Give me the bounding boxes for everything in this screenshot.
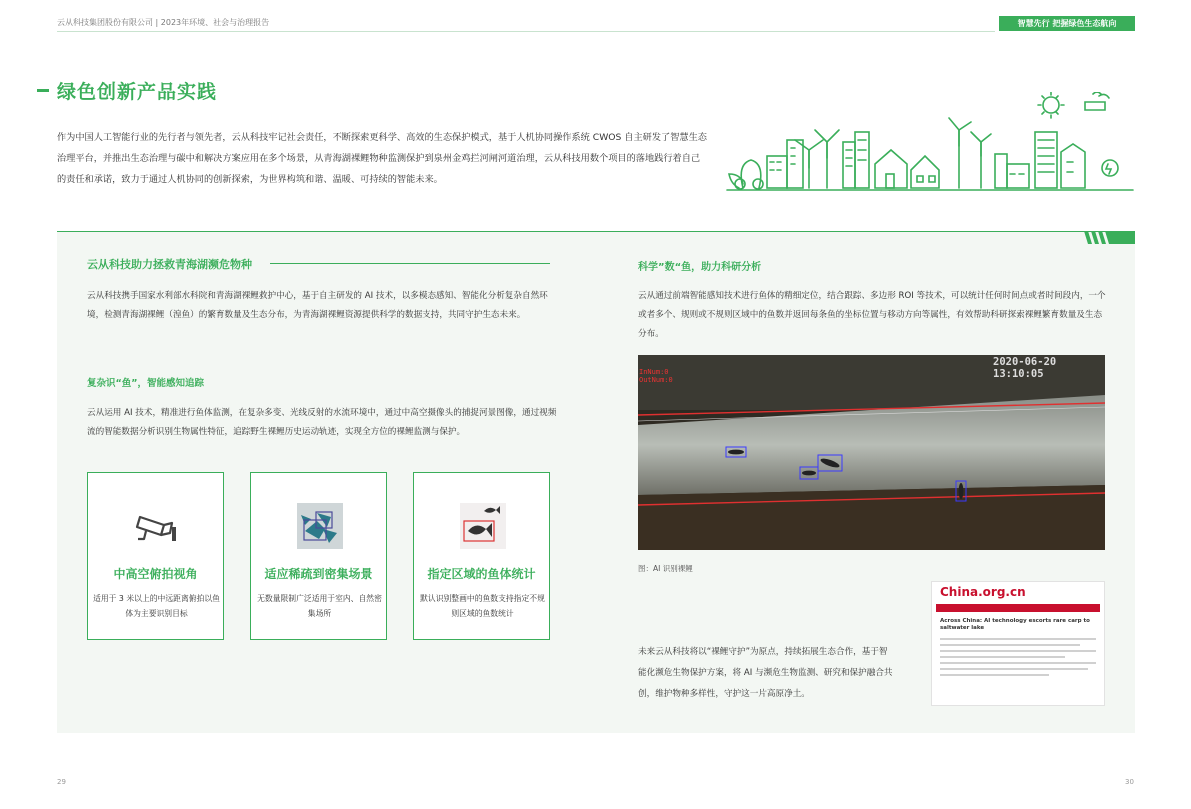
intro-paragraph: 作为中国人工智能行业的先行者与领先者，云从科技牢记社会责任，不断探索更科学、高效的生态保护模式，基于人机协同操作系统 CWOS 自主研发了智慧生态治理平台，并推出生态治理与碳中和解决方案应用在多个场景，从青海湖裸鲤物种监测保护到泉州金鸡拦河闸河道治理，云从科技用数个项目的落地践行着自己的责任和承诺，致力于通过人机协同的创新探索，为世界构筑和谐、温暖、可持续的智能未来。: [57, 132, 707, 185]
header-divider: [57, 31, 995, 32]
left-heading: 云从科技助力拯救青海湖濒危物种: [87, 258, 252, 271]
news-logo: China.org.cn: [940, 585, 1026, 599]
news-clipping: [931, 581, 1105, 706]
news-headline: Across China: AI technology escorts rare carp to saltwater lake: [940, 618, 1090, 631]
chapter-tag: 智慧先行 把握绿色生态航向: [999, 16, 1135, 31]
fish-detection-photo: [638, 355, 1105, 550]
out-count-label: OutNum:0: [639, 376, 673, 384]
card-title: 中高空俯拍视角: [113, 567, 198, 581]
left-paragraph-2: 云从运用 AI 技术，精准进行鱼体监测，在复杂多变、光线反射的水流环境中，通过中高空摄像头的捕捉河景图像，通过视频流的智能数据分析识别生物属性特征，追踪野生裸鲤历史运动轨迹，实现全方位的裸鲤监测与保护。: [87, 408, 557, 437]
news-body: [940, 634, 1096, 680]
feature-card-count: [413, 472, 550, 640]
card-desc: 适用于 3 米以上的中远距离俯拍以鱼体为主要识别目标: [93, 594, 220, 618]
news-nav-bar: [936, 604, 1100, 612]
left-paragraph-1: 云从科技携手国家水利部水科院和青海湖裸鲤救护中心，基于自主研发的 AI 技术，以多模态感知、智能化分析复杂自然环境，检测青海湖裸鲤（湟鱼）的繁育数量及生态分布，为青海湖裸鲤资源提供科学的数据支持，共同守护生态未来。: [87, 291, 548, 320]
photo-caption: 图：AI 识别裸鲤: [638, 564, 693, 573]
card-desc: 默认识别整画中的鱼数支持指定不规则区域的鱼数统计: [420, 594, 545, 618]
right-paragraph-2: 未来云从科技将以“裸鲤守护”为原点，持续拓展生态合作，基于智能化濒危生物保护方案，将 AI 与濒危生物监测、研究和保护融合共创，维护物种多样性，守护这一片高原净土。: [638, 647, 893, 699]
left-subheading: 复杂识“鱼”，智能感知追踪: [87, 378, 204, 389]
panel-top-line: [57, 231, 1135, 232]
card-desc: 无数量限制广泛适用于室内、自然密集场所: [257, 594, 382, 618]
decorative-stripes: [1082, 231, 1135, 244]
feature-card-density: [250, 472, 387, 640]
report-header-text: 云从科技集团股份有限公司 | 2023年环境、社会与治理报告: [57, 18, 270, 27]
card-title: 适应稀疏到密集场景: [264, 567, 373, 581]
card-title: 指定区域的鱼体统计: [427, 567, 536, 581]
camera-icon: [134, 503, 180, 549]
feature-card-camera: [87, 472, 224, 640]
page-number-right: 30: [1125, 778, 1134, 786]
page-number-left: 29: [57, 778, 66, 786]
section-title: 绿色创新产品实践: [57, 81, 218, 103]
right-heading: 科学”数“鱼，助力科研分析: [638, 262, 762, 273]
green-city-illustration: [725, 92, 1135, 198]
in-count-label: InNum:0: [639, 368, 669, 376]
right-paragraph-1: 云从通过前端智能感知技术进行鱼体的精细定位，结合跟踪、多边形 ROI 等技术，可以统计任何时间点或者时间段内，一个或者多个、规则或不规则区域中的鱼数并返回每条鱼的坐标位置与移动方向等属性，有效帮助科研探索裸鲤繁育数量及生态分布。: [638, 291, 1106, 339]
title-dash: [37, 89, 49, 92]
fish-count-icon: [460, 503, 506, 549]
heading-rule: [270, 263, 550, 264]
photo-timestamp: 2020-06-20 13:10:05: [993, 356, 1057, 380]
fish-school-icon: [297, 503, 343, 549]
